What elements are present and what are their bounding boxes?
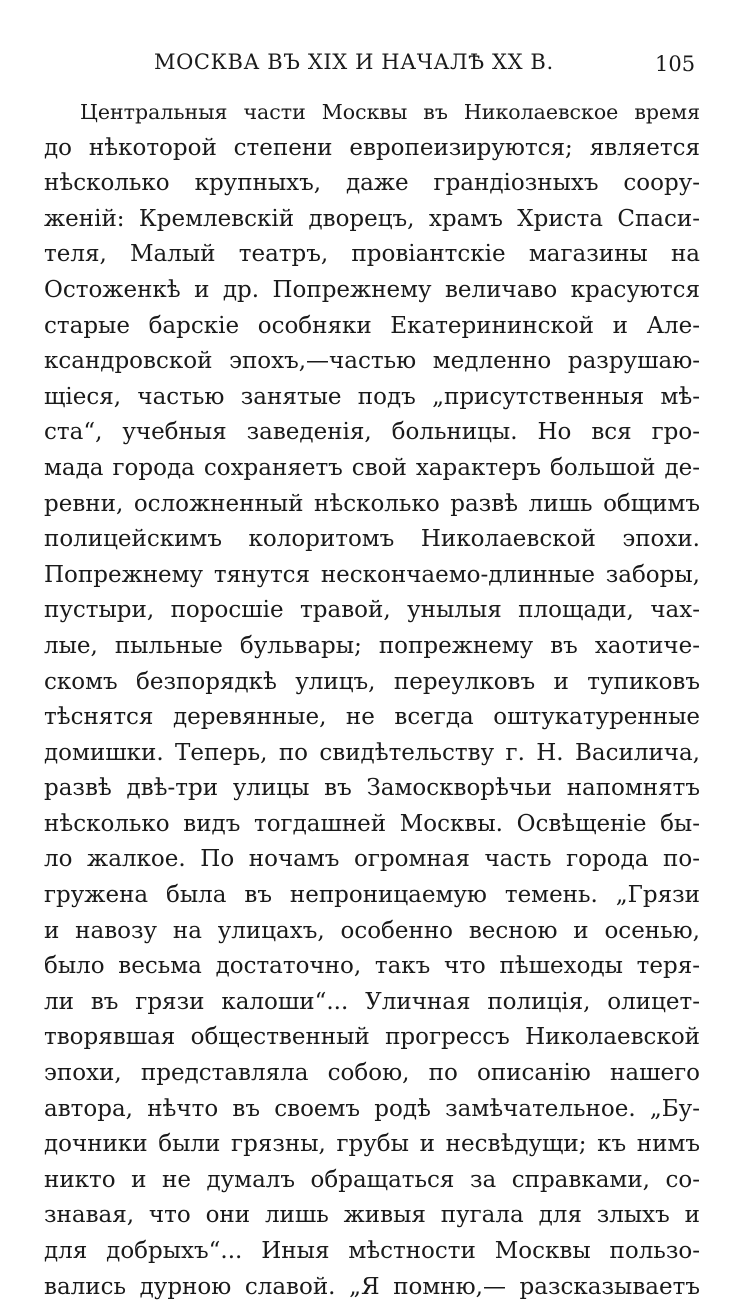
text-line: мада города сохраняетъ свой характеръ большой де-	[44, 454, 700, 481]
text-line: лые, пыльные бульвары; попрежнему въ хаотиче-	[44, 632, 700, 659]
text-line: развѣ двѣ-три улицы въ Замоскворѣчьи напомнятъ	[44, 775, 700, 802]
text-line: ста“, учебныя заведенiя, больницы. Но вся гро-	[44, 419, 700, 446]
text-line: дочники были грязны, грубы и несвѣдущи; къ нимъ	[44, 1131, 700, 1158]
text-line: знавая, что они лишь живыя пугала для злыхъ и	[44, 1202, 700, 1229]
text-line: до нѣкоторой степени европеизируются; является	[44, 134, 700, 161]
text-line: ксандровской эпохъ,—частью медленно разрушаю-	[44, 348, 700, 375]
text-line: ли въ грязи калоши“... Уличная полицiя, олицет-	[44, 988, 700, 1015]
text-line: скомъ безпорядкѣ улицъ, переулковъ и тупиковъ	[44, 668, 700, 695]
text-line: пустыри, поросшiе травой, унылыя площади, чах-	[44, 597, 700, 624]
text-line: творявшая общественный прогрессъ Николаевской	[44, 1024, 700, 1051]
text-line: ло жалкое. По ночамъ огромная часть города по-	[44, 846, 700, 873]
text-line: никто и не думалъ обращаться за справками, со-	[44, 1166, 700, 1193]
text-line: вались дурною славой. „Я помню,— разсказываетъ	[44, 1273, 700, 1300]
text-line: домишки. Теперь, по свидѣтельству г. Н. Василича,	[44, 739, 700, 766]
text-line: женiй: Кремлевскiй дворецъ, храмъ Христа Спаси-	[44, 205, 700, 232]
text-line: нѣсколько видъ тогдашней Москвы. Освѣщенiе бы-	[44, 810, 700, 837]
running-head	[0, 44, 748, 84]
body-text	[44, 95, 700, 1305]
text-line: полицейскимъ колоритомъ Николаевской эпохи.	[44, 526, 700, 553]
text-line: автора, нѣчто въ своемъ родѣ замѣчательное. „Бу-	[44, 1095, 700, 1122]
text-line: Остоженкѣ и др. Попрежнему величаво красуются	[44, 276, 700, 303]
text-line: для добрыхъ“... Иныя мѣстности Москвы пользо-	[44, 1238, 700, 1264]
text-line: нѣсколько крупныхъ, даже грандiозныхъ соору-	[44, 170, 700, 197]
text-line: Попрежнему тянутся нескончаемо-длинные заборы,	[44, 561, 700, 588]
text-line: было весьма достаточно, такъ что пѣшеходы теря-	[44, 953, 700, 980]
text-line: теля, Малый театръ, провiантскiе магазины на	[44, 241, 700, 268]
page-number: 105	[655, 52, 696, 76]
text-line: старые барскiе особняки Екатерининской и Але-	[44, 312, 700, 339]
running-title: МОСКВА ВЪ XIX И НАЧАЛѢ XX В.	[154, 50, 554, 74]
text-line: тѣснятся деревянные, не всегда оштукатуренные	[44, 704, 700, 731]
text-line: гружена была въ непроницаемую темень. „Грязи	[44, 882, 700, 909]
text-line: Центральныя части Москвы въ Николаевское время	[80, 100, 700, 124]
text-line: щiеся, частью занятые подъ „присутственныя мѣ-	[44, 383, 700, 410]
text-line: эпохи, представляла собою, по описанiю нашего	[44, 1060, 700, 1087]
text-line: и навозу на улицахъ, особенно весною и осенью,	[44, 917, 700, 944]
text-line: ревни, осложненный нѣсколько развѣ лишь общимъ	[44, 490, 700, 517]
